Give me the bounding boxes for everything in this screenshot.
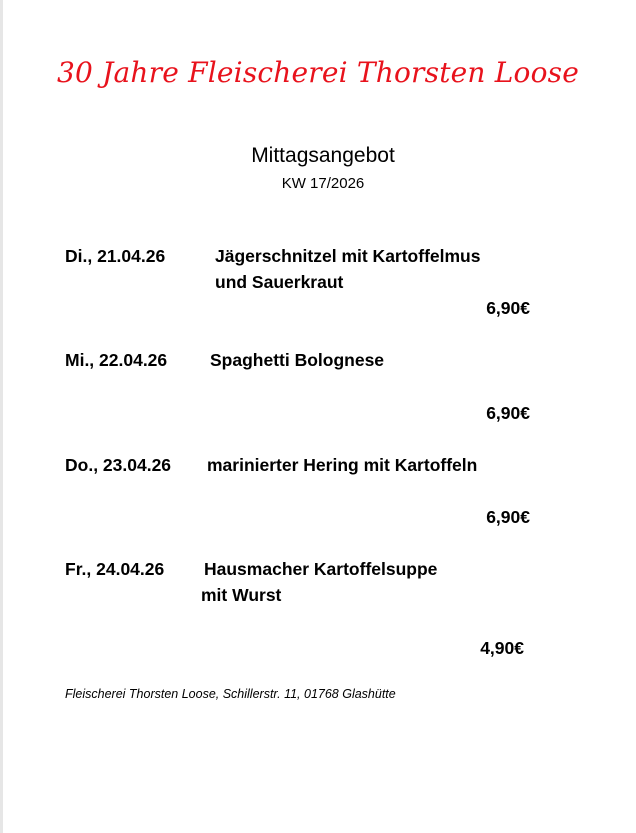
menu-price-friday: 4,90€	[480, 638, 524, 658]
menu-dish-thursday-line1: marinierter Hering mit Kartoffeln	[207, 455, 478, 475]
headline: 30 Jahre Fleischerei Thorsten Loose	[56, 56, 580, 89]
calendar-week: KW 17/2026	[281, 175, 365, 192]
menu-date-thursday: Do., 23.04.26	[65, 455, 172, 475]
footer-address: Fleischerei Thorsten Loose, Schillerstr. 11, 01768 Glashütte	[65, 687, 396, 701]
menu-dish-friday-line2: mit Wurst	[201, 585, 282, 605]
page-edge	[0, 0, 3, 833]
menu-dish-tuesday-line1: Jägerschnitzel mit Kartoffelmus	[215, 246, 481, 266]
menu-date-tuesday: Di., 21.04.26	[65, 246, 166, 266]
menu-date-wednesday: Mi., 22.04.26	[65, 350, 168, 370]
menu-dish-friday-line1: Hausmacher Kartoffelsuppe	[204, 559, 438, 579]
menu-dish-tuesday-line2: und Sauerkraut	[215, 272, 344, 292]
menu-price-wednesday: 6,90€	[486, 403, 530, 423]
page-title: Mittagsangebot	[251, 144, 395, 167]
menu-price-thursday: 6,90€	[486, 507, 530, 527]
menu-date-friday: Fr., 24.04.26	[65, 559, 165, 579]
menu-dish-wednesday-line1: Spaghetti Bolognese	[210, 350, 385, 370]
menu-price-tuesday: 6,90€	[486, 298, 530, 318]
